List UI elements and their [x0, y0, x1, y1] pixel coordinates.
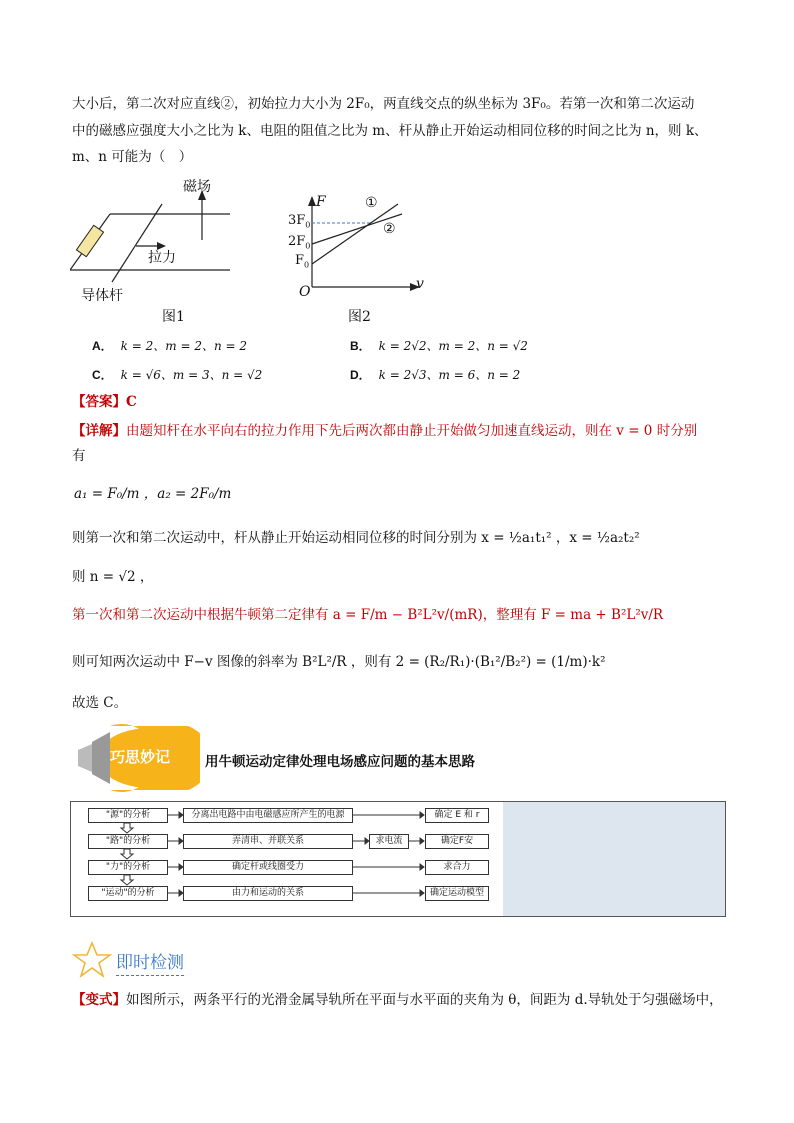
option-a: A． k = 2、m = 2、n = 2 [92, 339, 248, 353]
option-b: B． k = 2√2、m = 2、n = √2 [350, 339, 528, 353]
flow-row-4-left: "运动"的分析 [88, 886, 168, 901]
flow-row-2-mid: 弄清串、并联关系 [183, 834, 353, 849]
instant-check-title: 即时检测 [116, 948, 184, 976]
flow-row-1-mid: 分离出电路中由电磁感应所产生的电源 [183, 808, 353, 823]
flow-row-1-left: "源"的分析 [88, 808, 168, 823]
accel-equations: a₁ = F₀/m ，a₂ = 2F₀/m [74, 486, 232, 502]
detail-line-1: 【详解】由题知杆在水平向右的拉力作用下先后两次都由静止开始做匀加速直线运动，则在 v = 0 时分别 [72, 423, 698, 439]
flow-row-3-right: 求合力 [425, 860, 489, 875]
flow-row-4-mid: 由力和运动的关系 [183, 886, 353, 901]
flowchart-side-panel [503, 802, 725, 916]
flow-row-3-mid: 确定杆或线圈受力 [183, 860, 353, 875]
tick-2f0: $2F_0$ [288, 234, 311, 251]
flow-row-1-right: 确定 E 和 r [425, 808, 489, 823]
detail-line-4: 第一次和第二次运动中根据牛顿第二定律有 a = F/m − B²L²v/(mR)，整理有 F = ma + B²L²v/R [72, 607, 664, 623]
line-2-marker: ② [383, 221, 396, 237]
x-axis-label: v [416, 276, 424, 292]
question-line-1: 大小后，第二次对应直线②，初始拉力大小为 2F₀，两直线交点的纵坐标为 3F₀。若第一次和第二次运动 [72, 96, 695, 112]
flow-row-4-right: 确定运动模型 [425, 886, 489, 901]
tip-badge: 巧思妙记 [110, 748, 171, 766]
y-axis-label: F [316, 194, 326, 210]
question-line-3: m、n 可能为（ ） [72, 149, 193, 165]
option-c: C． k = √6、m = 3、n = √2 [92, 368, 263, 382]
tick-3f0: $3F_0$ [288, 213, 311, 230]
tip-title: 用牛顿运动定律处理电场感应问题的基本思路 [205, 754, 475, 770]
line-1-marker: ① [365, 195, 378, 211]
flow-row-2-right: 确定F安 [425, 834, 489, 849]
option-d: D． k = 2√3、m = 6、n = 2 [350, 368, 521, 382]
detail-line-1b: 有 [72, 448, 86, 464]
figure-2-caption: 图2 [348, 309, 371, 325]
flowchart-body [71, 802, 503, 916]
flow-row-2-extra: 求电流 [369, 834, 409, 849]
detail-line-3: 则 n = √2 ， [72, 569, 154, 585]
tick-f0: $F_0$ [295, 253, 310, 270]
magnetic-field-label: 磁场 [183, 179, 211, 195]
flow-row-3-left: "力"的分析 [88, 860, 168, 875]
flowchart-panel [70, 801, 726, 917]
rod-label: 导体杆 [81, 288, 123, 304]
variant-question: 【变式】如图所示，两条平行的光滑金属导轨所在平面与水平面的夹角为 θ，间距为 d.导轨处于匀强磁场中， [72, 992, 723, 1008]
pull-force-label: 拉力 [148, 250, 176, 266]
star-icon [72, 940, 112, 978]
detail-line-2: 则第一次和第二次运动中，杆从静止开始运动相同位移的时间分别为 x = ½a₁t₁² ，x = ½a₂t₂² [72, 530, 640, 546]
flow-row-2-left: "路"的分析 [88, 834, 168, 849]
detail-line-5: 则可知两次运动中 F−v 图像的斜率为 B²L²/R ，则有 2 = (R₂/R₁)·(B₁²/B₂²) = (1/m)·k² [72, 654, 606, 670]
detail-line-6: 故选 C。 [72, 695, 128, 711]
answer: 【答案】C [72, 394, 137, 410]
origin-label: O [299, 284, 311, 300]
question-line-2: 中的磁感应强度大小之比为 k、电阻的阻值之比为 m、杆从静止开始运动相同位移的时间之比为 n，则 k、 [72, 123, 708, 139]
figure-1-caption: 图1 [162, 309, 185, 325]
